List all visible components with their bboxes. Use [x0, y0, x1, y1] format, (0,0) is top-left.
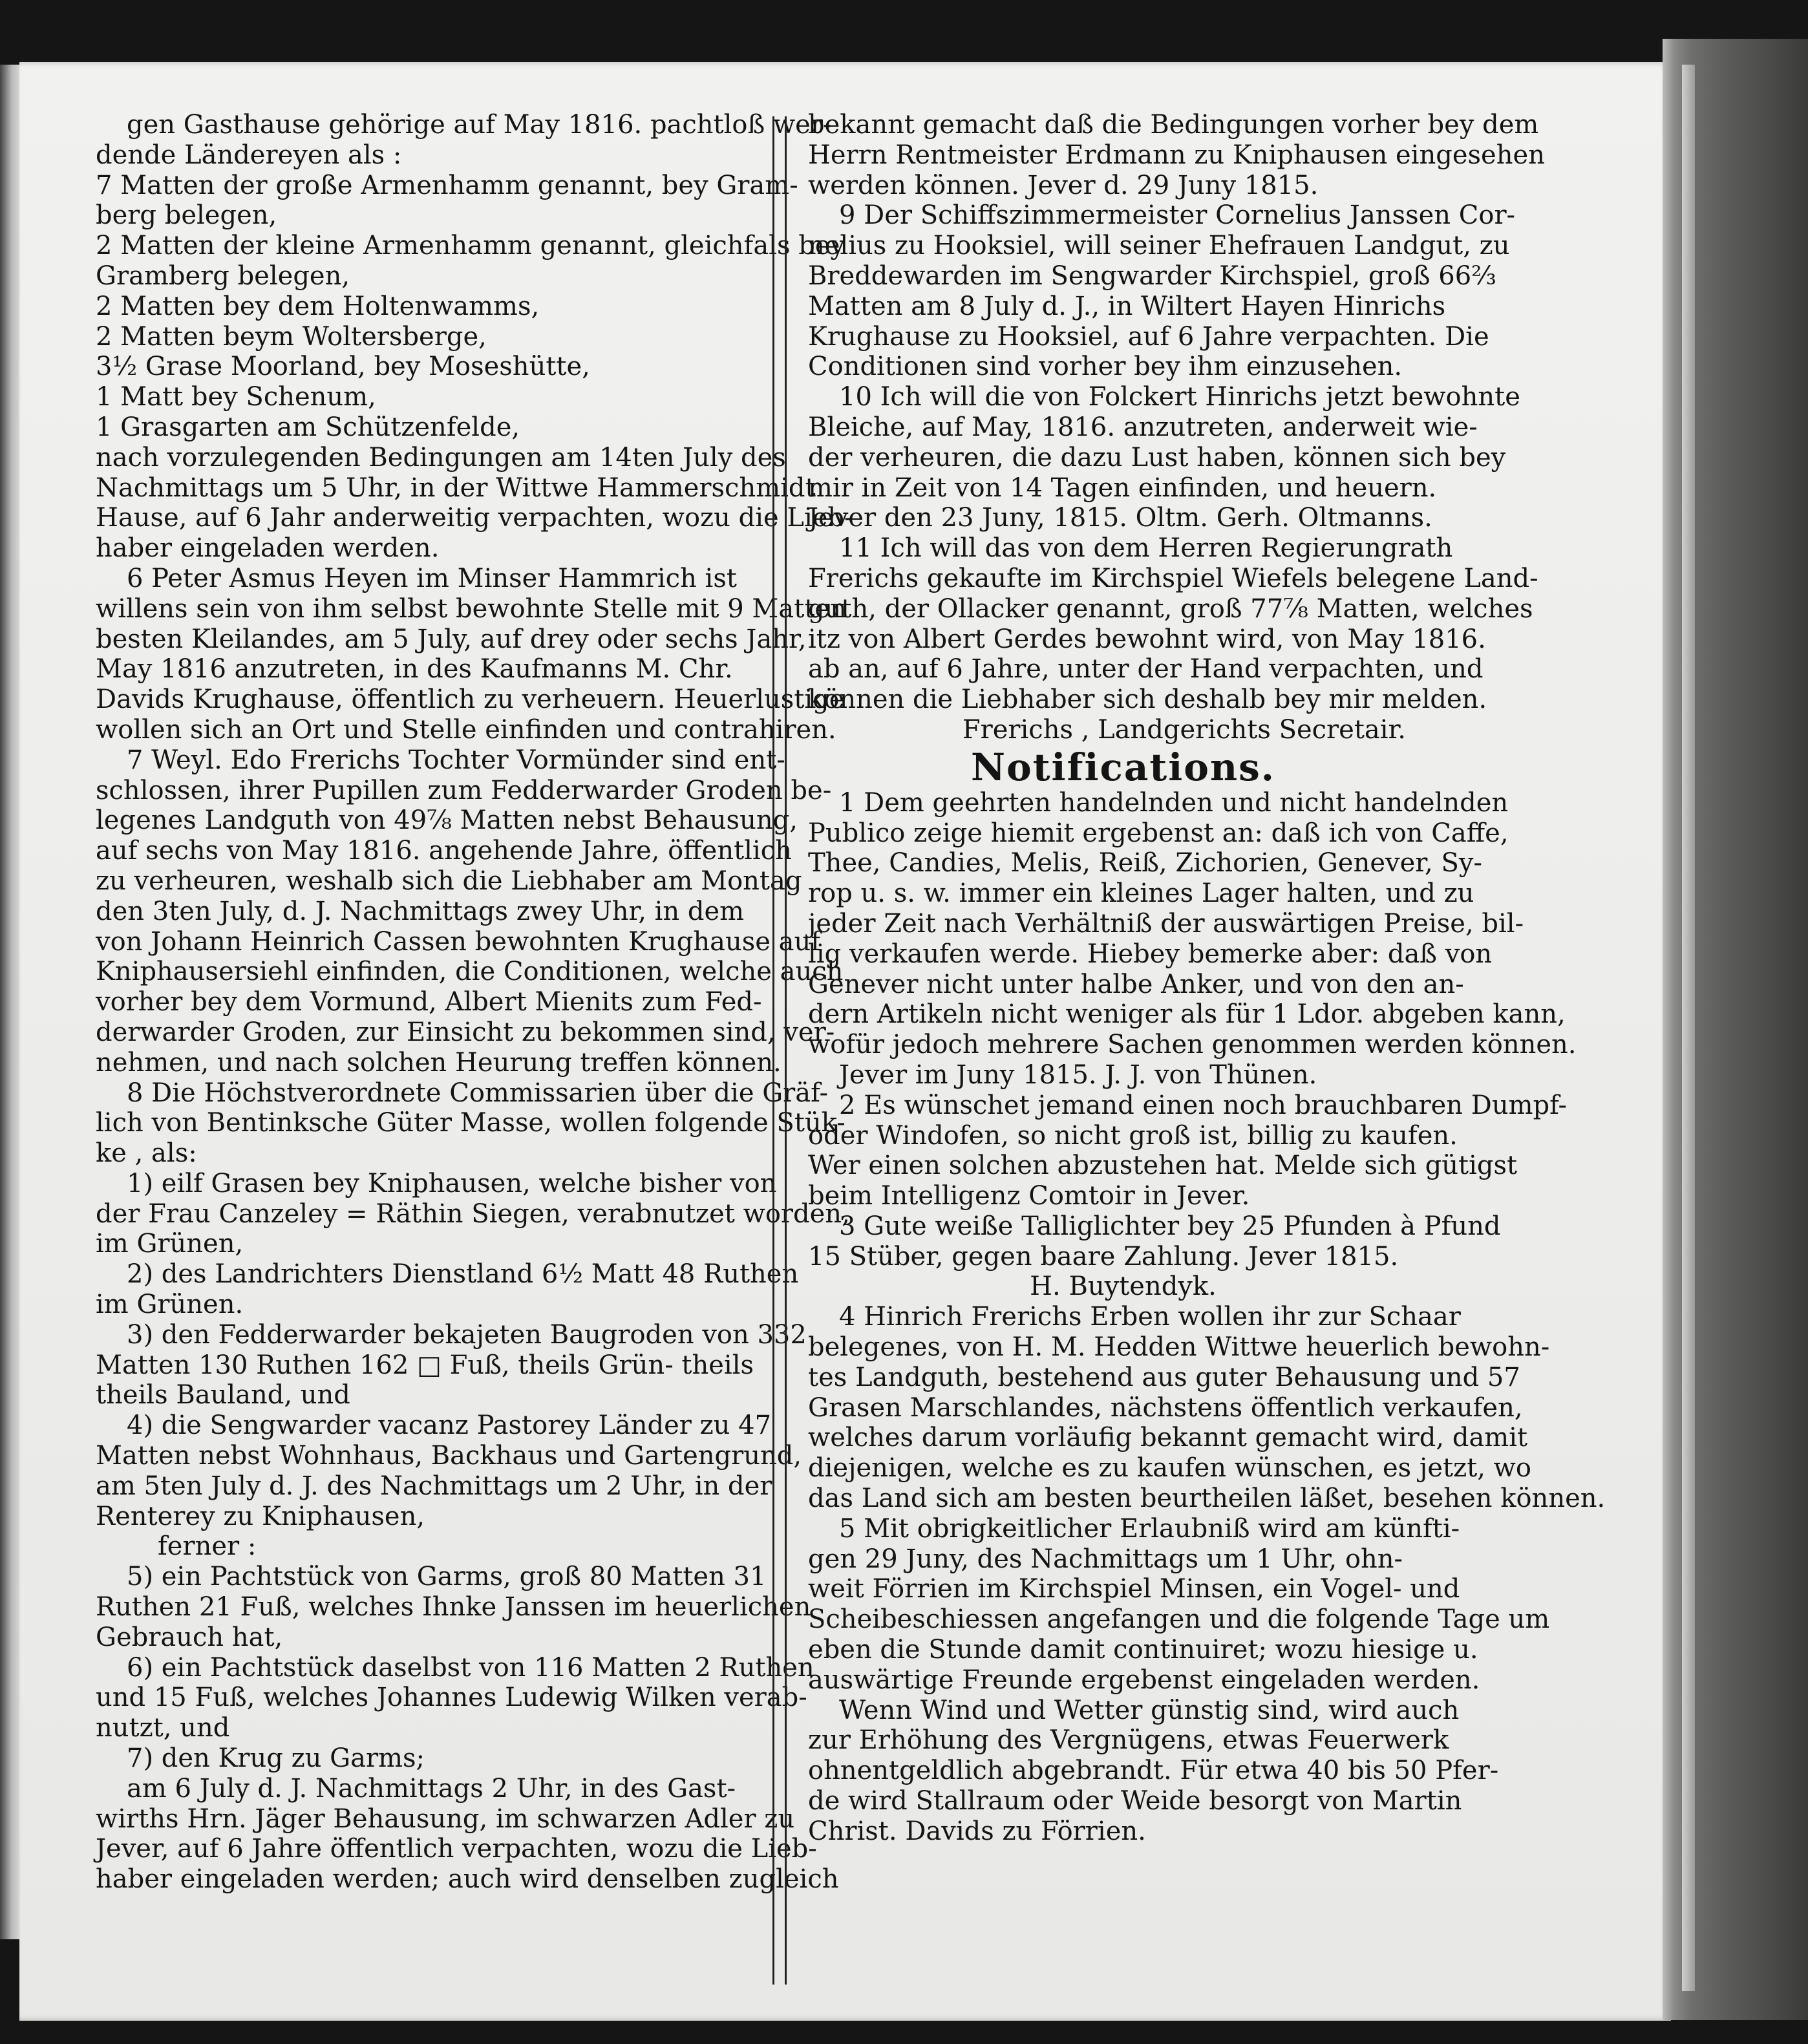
text-line: Genever nicht unter halbe Anker, und von den an- [808, 969, 1464, 999]
text-line: 2 Matten beym Woltersberge, [96, 321, 487, 352]
text-line: dern Artikeln nicht weniger als für 1 Ldor. abgeben kann, [808, 999, 1566, 1030]
text-line: Christ. Davids zu Förrien. [808, 1816, 1146, 1846]
text-line: das Land sich am besten beurtheilen läßet, besehen können. [808, 1484, 1606, 1514]
text-line: Frerichs , Landgerichts Secretair. [962, 714, 1406, 745]
text-line: 3½ Grase Moorland, bey Moseshütte, [96, 352, 590, 382]
text-line: ke , als: [96, 1138, 197, 1169]
text-line: 4 Hinrich Frerichs Erben wollen ihr zur Schaar [839, 1302, 1461, 1332]
text-line: Matten am 8 July d. J., in Wiltert Hayen Hinrichs [808, 291, 1446, 321]
text-line: Jever, auf 6 Jahre öffentlich verpachten, wozu die Lieb- [96, 1834, 817, 1864]
text-line: schlossen, ihrer Pupillen zum Fedderwarder Groden be- [96, 775, 832, 805]
text-line: Frerichs gekaufte im Kirchspiel Wiefels belegene Land- [808, 563, 1538, 593]
text-line: der Frau Canzeley = Räthin Siegen, verabnutzet worden, [96, 1198, 850, 1229]
text-line: 9 Der Schiffszimmermeister Cornelius Janssen Cor- [839, 200, 1516, 231]
text-line: gen 29 Juny, des Nachmittags um 1 Uhr, ohn- [808, 1544, 1403, 1574]
text-line: 5) ein Pachtstück von Garms, groß 80 Matten 31 [127, 1562, 767, 1592]
text-line: ferner : [158, 1531, 257, 1562]
text-line: oder Windofen, so nicht groß ist, billig zu kaufen. [808, 1120, 1458, 1151]
text-line: guth, der Ollacker genannt, groß 77⅞ Matten, welches [808, 593, 1533, 624]
text-line: 1 Grasgarten am Schützenfelde, [96, 412, 520, 442]
text-line: 1 Dem geehrten handelnden und nicht handelnden [839, 787, 1509, 818]
text-line: 3) den Fedderwarder bekajeten Baugroden von 332 [127, 1319, 807, 1350]
text-line: Scheibeschiessen angefangen und die folgende Tage um [808, 1604, 1550, 1635]
text-line: jeder Zeit nach Verhältniß der auswärtigen Preise, bil- [808, 908, 1524, 939]
text-line: Bleiche, auf May, 1816. anzutreten, anderweit wie- [808, 412, 1478, 442]
text-line: Gebrauch hat, [96, 1622, 283, 1652]
text-line: Davids Krughause, öffentlich zu verheuern. Heuerlustige [96, 685, 845, 715]
section-heading: Notifications. [971, 745, 1275, 789]
text-line: haber eingeladen werden; auch wird denselben zugleich [96, 1864, 839, 1895]
text-line: welches darum vorläufig bekannt gemacht wird, damit [808, 1423, 1528, 1453]
text-line: können die Liebhaber sich deshalb bey mir melden. [808, 685, 1487, 715]
text-line: nutzt, und [96, 1713, 230, 1743]
text-line: 6) ein Pachtstück daselbst von 116 Matten 2 Ruthen [127, 1652, 814, 1683]
text-line: lig verkaufen werde. Hiebey bemerke aber: daß von [808, 939, 1493, 969]
text-line: Grasen Marschlandes, nächstens öffentlich verkaufen, [808, 1392, 1523, 1423]
text-line: 2 Matten der kleine Armenhamm genannt, gleichfals bey [96, 231, 846, 261]
text-line: legenes Landguth von 49⅞ Matten nebst Behausung, [96, 805, 798, 836]
text-line: 2 Es wünschet jemand einen noch brauchbaren Dumpf- [839, 1090, 1568, 1120]
text-line: Jever den 23 Juny, 1815. Oltm. Gerh. Oltmanns. [808, 503, 1432, 533]
text-line: de wird Stallraum oder Weide besorgt von Martin [808, 1786, 1462, 1816]
text-line: den 3ten July, d. J. Nachmittags zwey Uhr, in dem [96, 896, 745, 926]
text-line: der verheuren, die dazu Lust haben, können sich bey [808, 442, 1506, 473]
text-line: gen Gasthause gehörige auf May 1816. pachtloß wer- [127, 110, 832, 140]
text-line: Wer einen solchen abzustehen hat. Melde sich gütigst [808, 1151, 1518, 1181]
column-divider [772, 116, 787, 1985]
text-line: lich von Bentinksche Güter Masse, wollen folgende Stük- [96, 1108, 846, 1138]
text-line: Hause, auf 6 Jahr anderweitig verpachten, wozu die Lieb- [96, 503, 853, 533]
text-line: Nachmittags um 5 Uhr, in der Wittwe Hammerschmidt [96, 473, 816, 503]
text-line: Matten nebst Wohnhaus, Backhaus und Gartengrund, [96, 1441, 802, 1471]
text-line: diejenigen, welche es zu kaufen wünschen, es jetzt, wo [808, 1453, 1531, 1484]
text-line: 10 Ich will die von Folckert Hinrichs jetzt bewohnte [839, 382, 1520, 412]
text-line: 2) des Landrichters Dienstland 6½ Matt 48 Ruthen [127, 1259, 799, 1290]
text-line: 4) die Sengwarder vacanz Pastorey Länder zu 47 [127, 1411, 772, 1441]
text-line: Kniphausersiehl einfinden, die Conditionen, welche auch [96, 957, 844, 987]
facing-page-edge [0, 65, 19, 1939]
text-line: von Johann Heinrich Cassen bewohnten Krughause auf [96, 926, 821, 957]
text-line: 3 Gute weiße Talliglichter bey 25 Pfunden à Pfund [839, 1211, 1501, 1241]
text-line: Krughause zu Hooksiel, auf 6 Jahre verpachten. Die [808, 321, 1489, 352]
text-line: beim Intelligenz Comtoir in Jever. [808, 1181, 1250, 1211]
text-line: und 15 Fuß, welches Johannes Ludewig Wilken verab- [96, 1683, 807, 1713]
book-spine [1663, 39, 1808, 2020]
text-line: am 6 July d. J. Nachmittags 2 Uhr, in des Gast- [127, 1773, 736, 1804]
text-line: wofür jedoch mehrere Sachen genommen werden können. [808, 1030, 1577, 1060]
text-line: haber eingeladen werden. [96, 533, 440, 564]
text-line: nehmen, und nach solchen Heurung treffen können. [96, 1047, 782, 1078]
text-line: 11 Ich will das von dem Herren Regierungrath [839, 533, 1453, 564]
text-line: willens sein von ihm selbst bewohnte Stelle mit 9 Matten [96, 593, 847, 624]
text-line: Thee, Candies, Melis, Reiß, Zichorien, Genever, Sy- [808, 848, 1482, 878]
text-line: tes Landguth, bestehend aus guter Behausung und 57 [808, 1362, 1520, 1392]
text-line: mir in Zeit von 14 Tagen einfinden, und heuern. [808, 473, 1437, 503]
text-line: 1 Matt bey Schenum, [96, 382, 376, 412]
text-line: auf sechs von May 1816. angehende Jahre, öffentlich [96, 836, 792, 866]
text-line: May 1816 anzutreten, in des Kaufmanns M. Chr. [96, 654, 733, 685]
text-line: berg belegen, [96, 200, 277, 231]
text-line: 7) den Krug zu Garms; [127, 1743, 425, 1774]
text-line: itz von Albert Gerdes bewohnt wird, von May 1816. [808, 624, 1486, 654]
text-line: 1) eilf Grasen bey Kniphausen, welche bisher von [127, 1168, 777, 1198]
text-line: rop u. s. w. immer ein kleines Lager halten, und zu [808, 878, 1474, 909]
text-line: eben die Stunde damit continuiret; wozu hiesige u. [808, 1635, 1478, 1665]
text-line: Jever im Juny 1815. J. J. von Thünen. [839, 1059, 1317, 1090]
text-line: vorher bey dem Vormund, Albert Mienits zum Fed- [96, 987, 762, 1017]
text-line: 6 Peter Asmus Heyen im Minser Hammrich ist [127, 563, 737, 593]
text-line: weit Förrien im Kirchspiel Minsen, ein Vogel- und [808, 1574, 1460, 1604]
text-line: Matten 130 Ruthen 162 □ Fuß, theils Grün- theils [96, 1350, 754, 1380]
text-line: 7 Matten der große Armenhamm genannt, bey Gram- [96, 170, 798, 200]
text-line: im Grünen, [96, 1229, 244, 1259]
announcements-continued [808, 110, 1545, 745]
text-line: auswärtige Freunde ergebenst eingeladen werden. [808, 1665, 1480, 1695]
right-column [808, 110, 1606, 1847]
text-line: 7 Weyl. Edo Frerichs Tochter Vormünder sind ent- [127, 745, 785, 775]
text-line: 15 Stüber, gegen baare Zahlung. Jever 1815. [808, 1241, 1399, 1272]
notifications-section [808, 787, 1606, 1847]
text-line: Breddewarden im Sengwarder Kirchspiel, groß 66⅔ [808, 261, 1496, 291]
text-line: Renterey zu Kniphausen, [96, 1501, 425, 1531]
text-line: 2 Matten bey dem Holtenwamms, [96, 291, 540, 321]
text-line: bekannt gemacht daß die Bedingungen vorher bey dem [808, 110, 1539, 140]
text-line: nelius zu Hooksiel, will seiner Ehefrauen Landgut, zu [808, 231, 1510, 261]
text-line: besten Kleilandes, am 5 July, auf drey oder sechs Jahr, [96, 624, 807, 654]
text-line: Publico zeige hiemit ergebenst an: daß ich von Caffe, [808, 818, 1509, 848]
text-line: ab an, auf 6 Jahre, unter der Hand verpachten, und [808, 654, 1484, 685]
text-line: dende Ländereyen als : [96, 140, 402, 170]
text-line: Ruthen 21 Fuß, welches Ihnke Janssen im heuerlichen [96, 1592, 811, 1623]
text-line: ohnentgeldlich abgebrandt. Für etwa 40 bis 50 Pfer- [808, 1756, 1499, 1786]
text-line: Wenn Wind und Wetter günstig sind, wird auch [839, 1695, 1460, 1725]
text-line: zur Erhöhung des Vergnügens, etwas Feuerwerk [808, 1725, 1449, 1756]
text-line: derwarder Groden, zur Einsicht zu bekommen sind, ver- [96, 1017, 835, 1047]
text-line: werden können. Jever d. 29 Juny 1815. [808, 170, 1319, 200]
text-line: theils Bauland, und [96, 1380, 350, 1411]
text-line: nach vorzulegenden Bedingungen am 14ten July des [96, 442, 786, 473]
text-line: H. Buytendyk. [1030, 1272, 1217, 1302]
text-line: im Grünen. [96, 1290, 244, 1320]
text-line: am 5ten July d. J. des Nachmittags um 2 Uhr, in der [96, 1471, 772, 1501]
text-line: Gramberg belegen, [96, 261, 350, 291]
text-line: 8 Die Höchstverordnete Commissarien über die Gräf- [127, 1078, 829, 1108]
text-line: zu verheuren, weshalb sich die Liebhaber am Montag [96, 866, 802, 896]
text-line: wollen sich an Ort und Stelle einfinden und contrahiren. [96, 714, 836, 745]
left-column [96, 110, 853, 1895]
text-line: Herrn Rentmeister Erdmann zu Kniphausen eingesehen [808, 140, 1545, 170]
text-line: 5 Mit obrigkeitlicher Erlaubniß wird am künfti- [839, 1513, 1460, 1544]
text-line: wirths Hrn. Jäger Behausung, im schwarzen Adler zu [96, 1804, 795, 1834]
text-line: belegenes, von H. M. Hedden Wittwe heuerlich bewohn- [808, 1332, 1550, 1363]
text-line: Conditionen sind vorher bey ihm einzusehen. [808, 352, 1403, 382]
